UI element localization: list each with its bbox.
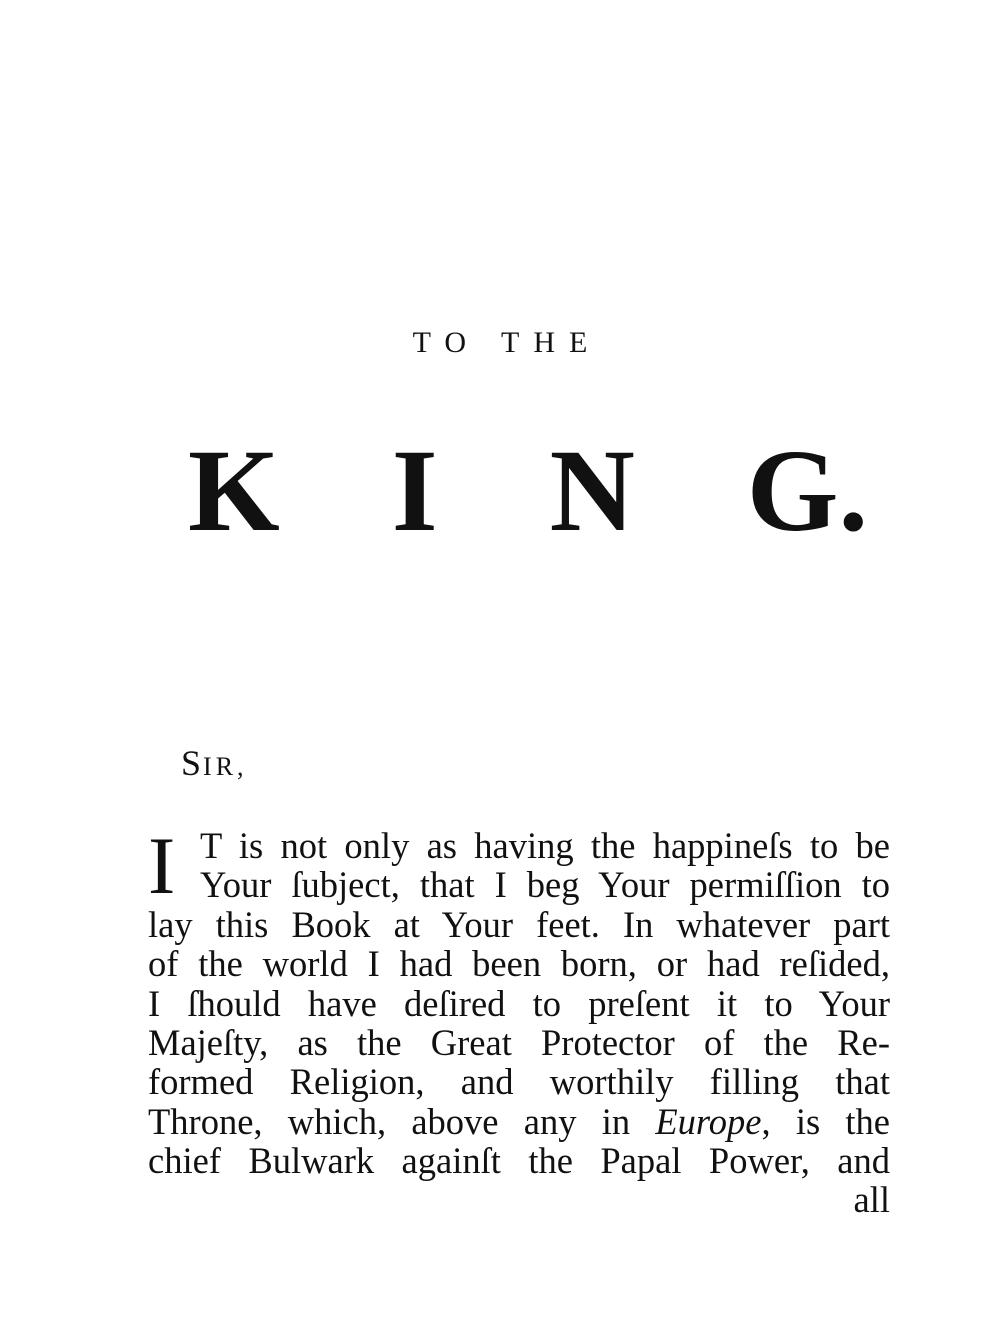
text-line-content: Your ſubject, that I beg Your permiſſion to [200,864,890,906]
heading-king-letter: N [549,425,635,556]
text-line-content: chief Bulwark againſt the Papal Power, and [148,1140,890,1182]
salutation [181,742,248,784]
salutation-rest: IR, [203,752,248,781]
heading-king-letter: G. [746,425,868,556]
text-line [148,984,890,1023]
text-line-content: I ſhould have deſired to preſent it to Your [148,982,890,1024]
text-line [148,1102,890,1141]
body-paragraph [148,820,891,1182]
text-line-content: , is the [761,1100,891,1142]
italic-place-name: Europe [655,1100,762,1142]
catchword: all [853,1179,890,1220]
heading-king [188,425,868,562]
text-line [148,1062,890,1101]
text-line [148,1023,890,1062]
text-line [148,826,890,865]
text-line-content: of the world I had been born, or had reſided, [148,943,890,985]
heading-to-the: TO THE [412,326,602,359]
heading-king-letter: I [391,425,438,556]
text-line-content: Majeſty, as the Great Protector of the Re- [148,1022,890,1064]
text-line [148,865,890,904]
text-line [148,944,890,983]
text-line-content: lay this Book at Your feet. In whatever part [148,903,890,945]
salutation-initial: S [181,743,204,783]
drop-cap: I [148,820,176,911]
heading-king-letter: K [188,425,280,556]
text-line [148,905,890,944]
text-line-content: Throne, which, above any in [148,1100,656,1142]
text-line [148,1141,890,1180]
text-line-content: formed Religion, and worthily filling that [148,1061,890,1103]
text-line-content: T is not only as having the happineſs to be [200,825,890,866]
